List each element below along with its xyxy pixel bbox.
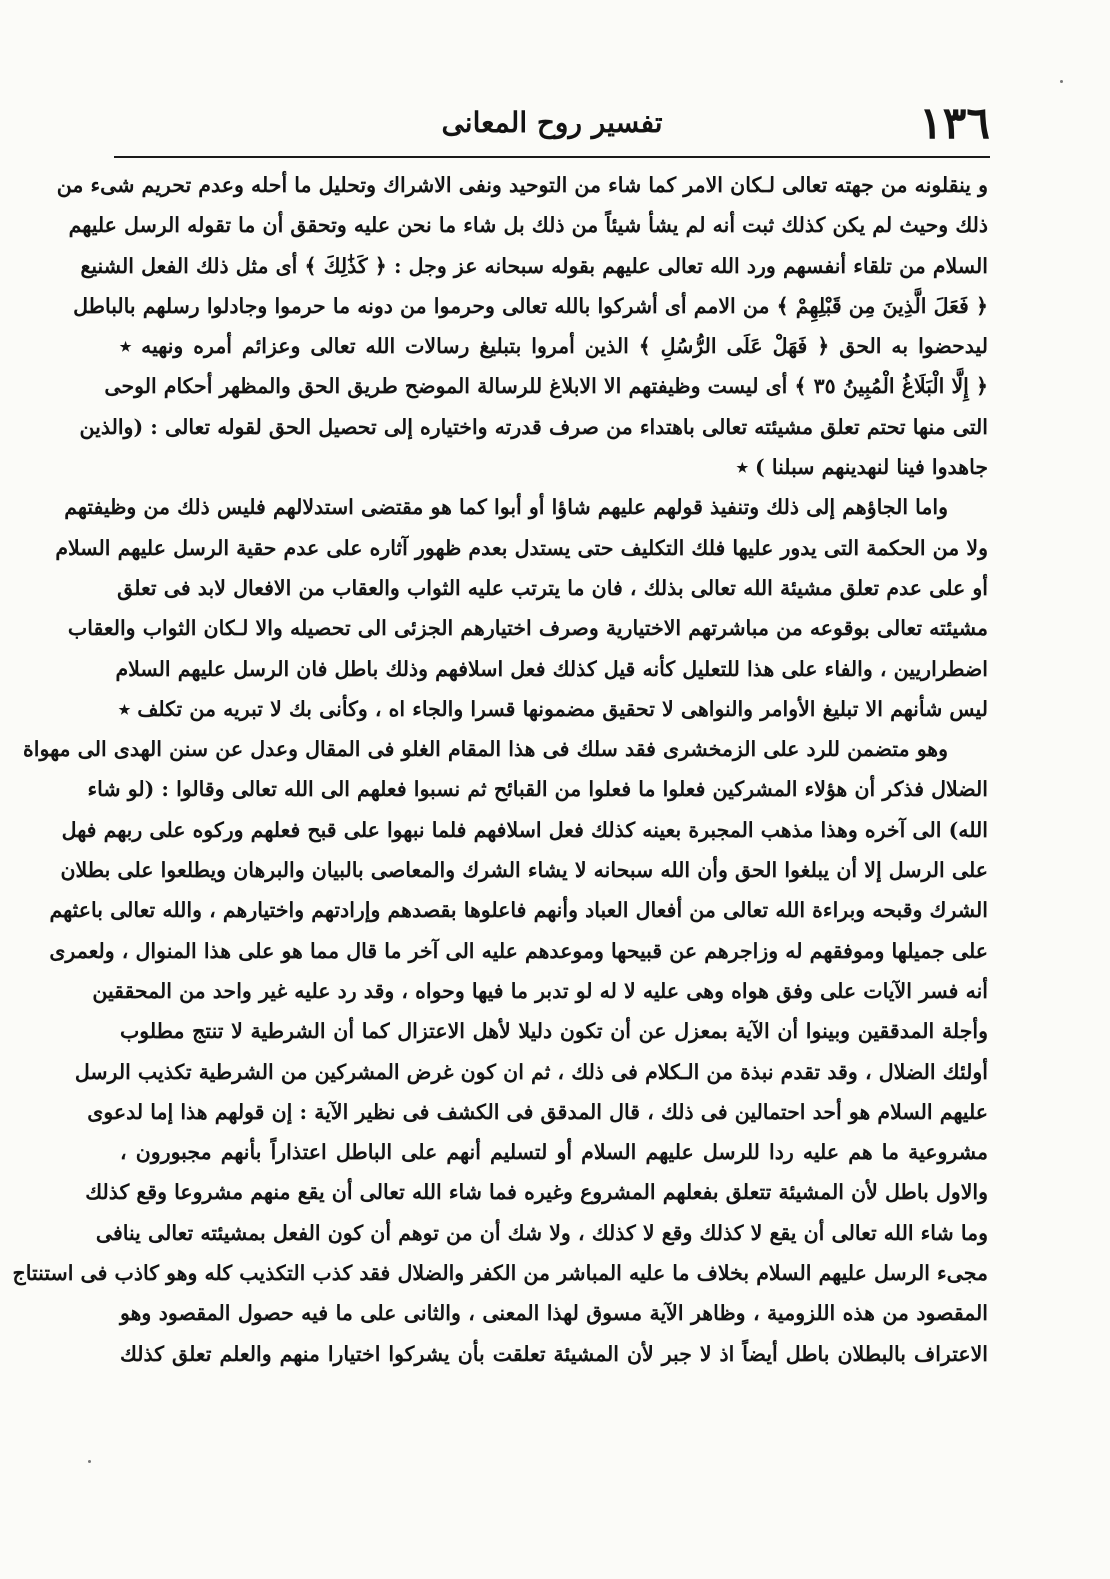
text-line: ليس شأنهم الا تبليغ الأوامر والنواهى لا تحقيق مضمونها قسرا والجاء اه ، وكأنى بك لا تبريه من تكلف ٭ [118, 696, 988, 721]
text-line: واما الجاؤهم إلى ذلك وتنفيذ قولهم عليهم شاؤا أو أبوا كما هو مقتضى استدلالهم فليس ذلك من وظيفتهم [64, 495, 948, 520]
text-line: ليدحضوا به الحق ﴿ فَهَلْ عَلَى الرُّسُلِ ﴾ الذين أمروا بتبليغ رسالات الله تعالى وعزائم أمره ونهيه ٭ [120, 334, 988, 359]
scan-speck [1060, 80, 1063, 83]
text-line: أو على عدم تعلق مشيئة الله تعالى بذلك ، فان ما يترتب عليه الثواب والعقاب من الافعال لابد فى تعلق [117, 575, 988, 600]
text-line: وأجلة المدققين وبينوا أن الآية بمعزل عن أن تكون دليلا لأهل الاعتزال كما أن الشرطية لا تنتج مطلوب [120, 1019, 988, 1044]
text-line: اضطراريين ، والفاء على هذا للتعليل كأنه قيل كذلك فعل اسلافهم وذلك باطل فان الرسل عليهم السلام [115, 656, 988, 681]
text-line: ذلك وحيث لم يكن كذلك ثبت أنه لم يشأ شيئاً من ذلك بل شاء ما نحن عليه وتحقق أن ما تقوله الرسل عليهم [68, 213, 988, 238]
text-line: التى منها تحتم تعلق مشيئته تعالى باهتداء من صرف قدرته واختياره إلى تحصيل الحق لقوله تعالى : (والذين [79, 414, 988, 439]
text-line: مشروعية ما هم عليه ردا للرسل عليهم السلام أو لتسليم أنهم على الباطل اعتذاراً بأنهم مجبورون ، [120, 1140, 988, 1165]
page-header [114, 98, 990, 156]
text-line: مجىء الرسل عليهم السلام بخلاف ما عليه المباشر من الكفر والضلال فقد كذب التكذيب كله وهو كاذب فى استنتاج [12, 1261, 988, 1286]
header-rule [114, 156, 990, 158]
text-line: الله) الى آخره وهذا مذهب المجبرة بعينه كذلك فعل اسلافهم فلما نبهوا على قبح فعلهم وركوه على ربهم فهل [61, 817, 988, 842]
text-line: وما شاء الله تعالى أن يقع لا كذلك وقع لا كذلك ، ولا شك أن من توهم أن كون الفعل بمشيئته تعالى ينافى [95, 1220, 988, 1245]
scan-speck [88, 1460, 91, 1463]
text-line: ﴿ إِلَّا الْبَلَاغُ الْمُبِينُ ٣٥ ﴾ أى ليست وظيفتهم الا الابلاغ للرسالة الموضح طريق الحق والمظهر أحكام الوحى [104, 374, 988, 399]
text-line: جاهدوا فينا لنهدينهم سبلنا ) ٭ [736, 455, 988, 480]
text-line: مشيئته تعالى بوقوعه من مباشرتهم الاختيارية وصرف اختيارهم الجزئى الى تحصيله والا لـكان الثواب والعقاب [67, 616, 988, 641]
text-line: الشرك وقبحه وبراءة الله تعالى من أفعال العباد وأنهم فاعلوها بقصدهم وإرادتهم واختيارهم ، والله تعالى باعثهم [49, 898, 988, 923]
body-text [12, 165, 988, 1374]
text-line: والاول باطل لأن المشيئة تتعلق بفعلهم المشروع وغيره فما شاء الله تعالى أن يقع منهم مشروعا وقع كذلك [85, 1180, 988, 1205]
text-line: المقصود من هذه اللزومية ، وظاهر الآية مسوق لهذا المعنى ، والثانى على ما فيه حصول المقصود وهو [120, 1301, 988, 1326]
running-title: تفسير روح المعانى [441, 106, 663, 139]
text-line: الاعتراف بالبطلان باطل أيضاً اذ لا جبر لأن المشيئة تعلقت بأن يشركوا اختيارا منهم والعلم تعلق كذلك [120, 1341, 988, 1366]
page-number: ١٣٦ [919, 98, 990, 149]
text-line: أنه فسر الآيات على وفق هواه وهى عليه لا له لو تدبر ما فيها وحواه ، وقد رد عليه غير واحد من المحققين [92, 978, 988, 1003]
text-line: ﴿ فَعَلَ الَّذِينَ مِن قَبْلِهِمْ ﴾ من الامم أى أشركوا بالله تعالى وحرموا من دونه ما حرموا وجادلوا رسلهم بالباطل [73, 293, 988, 318]
text-line: السلام من تلقاء أنفسهم ورد الله تعالى عليهم بقوله سبحانه عز وجل : ﴿ كَذَٰلِكَ ﴾ أى مثل ذلك الفعل الشنيع [80, 253, 988, 278]
text-line: على الرسل إلا أن يبلغوا الحق وأن الله سبحانه لا يشاء الشرك والمعاصى بالبيان والبرهان ويطلعوا على بطلان [60, 858, 988, 883]
text-line: ولا من الحكمة التى يدور عليها فلك التكليف حتى يستدل بعدم ظهور آثاره على عدم حقية الرسل عليهم السلام [55, 535, 988, 560]
text-line: عليهم السلام هو أحد احتمالين فى ذلك ، قال المدقق فى الكشف فى نظير الآية : إن قولهم هذا إما لدعوى [87, 1099, 988, 1124]
text-line: أولئك الضلال ، وقد تقدم نبذة من الـكلام فى ذلك ، ثم ان كون غرض المشركين من الشرطية تكذيب الرسل [74, 1059, 988, 1084]
text-line: وهو متضمن للرد على الزمخشرى فقد سلك فى هذا المقام الغلو فى المقال وعدل عن سنن الهدى الى مهواة [23, 737, 948, 762]
text-line: على جميلها وموفقهم له وزاجرهم عن قبيحها وموعدهم عليه الى آخر ما قال مما هو على هذا المنوال ، ولعمرى [49, 938, 988, 963]
text-line: و ينقلونه من جهته تعالى لـكان الامر كما شاء من التوحيد ونفى الاشراك وتحليل ما أحله وعدم تحريم شىء من [56, 173, 988, 197]
text-line: الضلال فذكر أن هؤلاء المشركين فعلوا ما فعلوا من القبائح ثم نسبوا فعلهم الى الله تعالى وقالوا : (لو شاء [87, 777, 988, 802]
